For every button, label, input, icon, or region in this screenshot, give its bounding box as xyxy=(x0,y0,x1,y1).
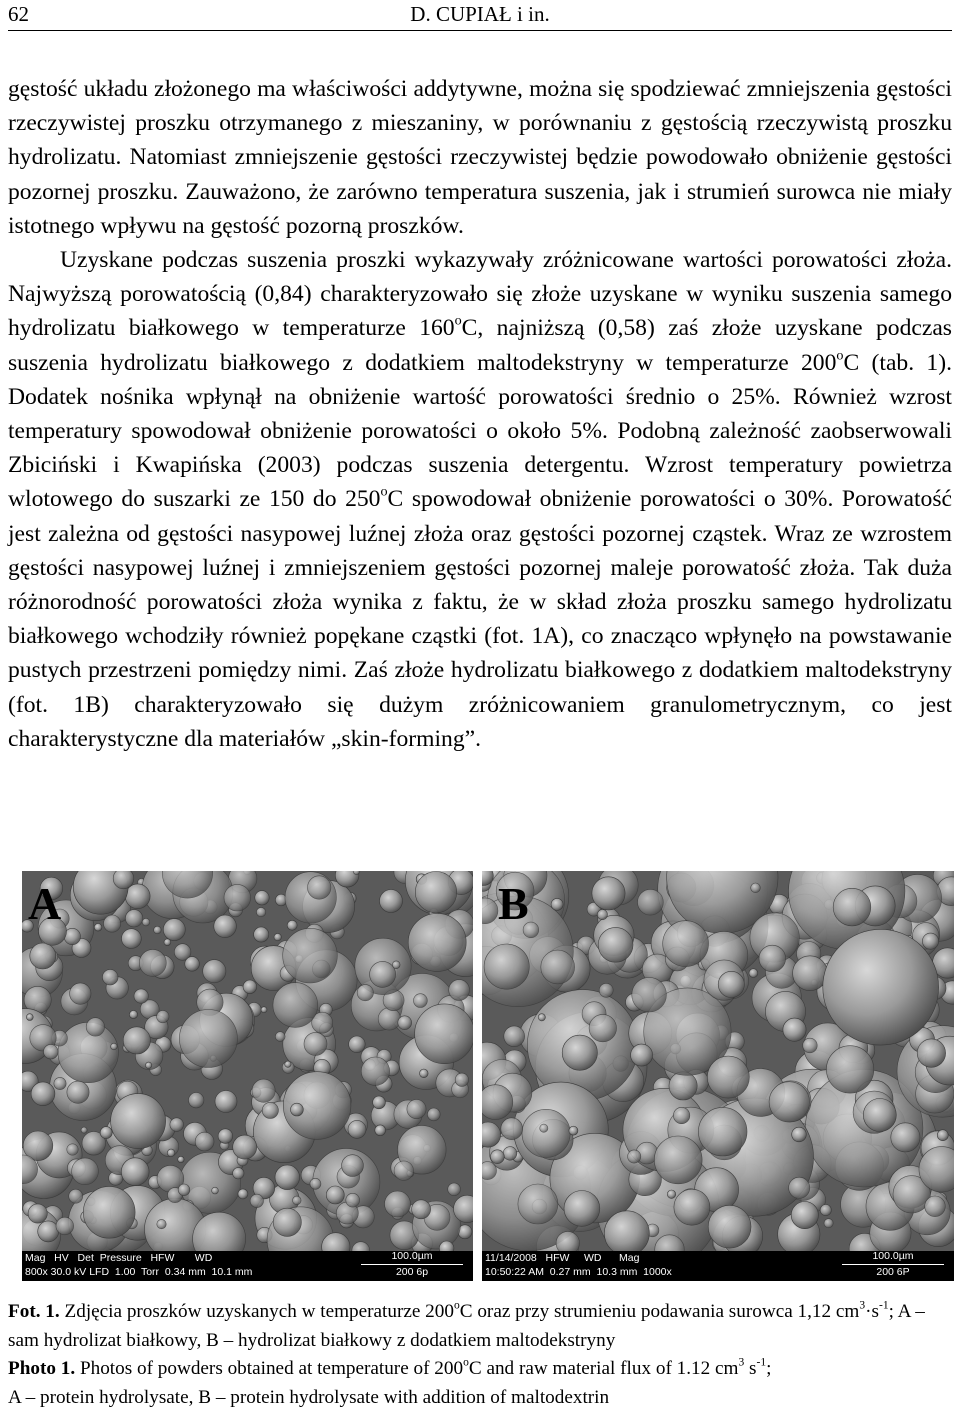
scale-sub: 200 6p xyxy=(395,1266,429,1278)
particle xyxy=(562,1035,597,1070)
particle xyxy=(67,1144,78,1155)
particle xyxy=(304,1032,327,1055)
particle xyxy=(342,1155,364,1177)
text-run: A – protein hydrolysate, B – protein hydrolysate with addition of maltodextrin xyxy=(8,1386,610,1408)
particle xyxy=(349,1036,366,1053)
particle xyxy=(218,1129,233,1144)
databar-row: Mag HV Det Pressure HFW WD xyxy=(25,1252,213,1264)
particle xyxy=(793,956,828,991)
text-run: C and raw material flux of 1.12 cm xyxy=(468,1358,739,1379)
particle xyxy=(482,1085,513,1120)
particle xyxy=(346,1193,360,1207)
text-run: C, najniższą (0,58) zaś złoże uzyskane podczas suszenia hydrolizatu białkowego z dodatkiem maltodekstryny w temperaturze 200 xyxy=(8,315,952,376)
particle xyxy=(569,1126,578,1135)
particle xyxy=(380,890,403,913)
particle xyxy=(378,1008,400,1030)
particle xyxy=(407,1100,426,1119)
particle xyxy=(631,1044,653,1066)
sem-photo-a xyxy=(22,871,473,1281)
particle xyxy=(598,927,633,962)
particle xyxy=(203,960,226,983)
sem-image-b xyxy=(482,871,954,1281)
particle xyxy=(357,985,373,1001)
databar-row: 11/14/2008 HFW WD Mag xyxy=(485,1252,640,1264)
particle xyxy=(449,980,470,1001)
sem-image-a xyxy=(22,871,473,1281)
particle xyxy=(283,928,338,983)
particle xyxy=(122,929,142,949)
particle xyxy=(125,910,142,927)
particle xyxy=(667,1190,675,1198)
particle xyxy=(224,884,251,911)
particle xyxy=(142,918,150,926)
particle xyxy=(373,1096,386,1109)
particle xyxy=(663,921,709,967)
particle xyxy=(287,920,297,930)
particle xyxy=(632,977,667,1012)
particle xyxy=(592,877,625,910)
degree-sup: o xyxy=(453,1299,460,1312)
text-run: ·s xyxy=(865,1301,879,1322)
particle xyxy=(501,1118,523,1140)
particle xyxy=(72,1158,99,1185)
body-text xyxy=(8,72,952,756)
particle xyxy=(44,1044,59,1059)
particle xyxy=(385,1191,411,1217)
particle xyxy=(604,1211,649,1256)
particle xyxy=(922,933,938,949)
caption-label: Photo 1. xyxy=(8,1358,76,1379)
particle xyxy=(145,1062,151,1068)
particle xyxy=(256,907,265,916)
particle xyxy=(83,1186,135,1238)
text-run: Uzyskane podczas suszenia proszki wykazywały zróżnicowane wartości porowatości złoża. Najwyższą porowatością (0,84) charakteryzowało się złoże uzyskane w wyniku suszenia samego hydrolizatu białkowego w temperaturze 160 xyxy=(8,247,952,342)
particle xyxy=(589,1014,616,1041)
superscript: -1 xyxy=(756,1356,767,1369)
text-run: ; A – sam hydrolizat białkowy, B – hydrolizat białkowy z dodatkiem maltodekstryny xyxy=(8,1301,925,1351)
particle xyxy=(361,1057,389,1085)
particle xyxy=(415,1004,473,1064)
particle xyxy=(54,1077,66,1089)
particle xyxy=(638,889,664,915)
particle xyxy=(769,1082,809,1122)
particle xyxy=(233,1135,257,1159)
particle xyxy=(718,971,744,997)
running-head: D. CUPIAŁ i in. xyxy=(410,2,550,26)
particle xyxy=(238,1189,248,1199)
particle xyxy=(100,1127,112,1139)
particle xyxy=(189,1093,204,1108)
page-header xyxy=(8,2,952,31)
particle xyxy=(154,926,162,934)
particle xyxy=(157,1010,169,1022)
particle xyxy=(599,983,613,997)
particle xyxy=(504,1026,525,1047)
particle xyxy=(293,1196,302,1205)
particle xyxy=(178,1156,184,1162)
particle xyxy=(308,876,331,899)
particle xyxy=(791,1202,818,1229)
sem-photo-b xyxy=(482,871,954,1281)
paragraph-2 xyxy=(8,243,952,756)
caption-polish xyxy=(8,1298,952,1355)
particle xyxy=(597,910,607,920)
particle xyxy=(167,1149,175,1157)
particle xyxy=(414,994,428,1008)
particle xyxy=(273,1208,301,1236)
scale-line xyxy=(842,1264,944,1265)
particle xyxy=(275,1032,285,1042)
particle xyxy=(698,1107,747,1156)
particle xyxy=(285,1061,291,1067)
scale-label: 100.0µm xyxy=(872,1250,914,1262)
particle xyxy=(262,1102,278,1118)
particle xyxy=(789,1177,810,1198)
particle xyxy=(484,944,529,989)
particle xyxy=(348,1120,366,1138)
particle xyxy=(69,1189,83,1203)
particle xyxy=(673,1107,689,1123)
particle xyxy=(654,1136,702,1184)
particle xyxy=(803,1038,818,1053)
text-run: Photos of powders obtained at temperature of 200 xyxy=(75,1358,464,1379)
particle xyxy=(751,883,761,893)
particle xyxy=(67,1081,89,1103)
particle xyxy=(455,1073,468,1086)
particle xyxy=(28,1204,47,1223)
photo-label-b: B xyxy=(498,878,529,929)
databar-row: 10:50:22 AM 0.27 mm 10.3 mm 1000x xyxy=(485,1266,672,1278)
particle xyxy=(551,898,563,910)
particle xyxy=(353,871,360,875)
particle xyxy=(254,927,269,942)
text-run: C oraz przy strumieniu podawania surowca 1,12 cm xyxy=(459,1301,860,1322)
particle xyxy=(420,1069,429,1078)
particle xyxy=(448,1183,461,1196)
particle xyxy=(233,1168,244,1179)
particle xyxy=(134,989,148,1003)
superscript: 3 xyxy=(859,1299,866,1312)
particle xyxy=(70,983,91,1004)
particle xyxy=(833,888,871,926)
degree-sup: o xyxy=(454,312,462,329)
particle xyxy=(669,1072,697,1100)
particle xyxy=(157,1219,166,1228)
particle xyxy=(164,939,171,946)
degree-sup: o xyxy=(380,483,388,500)
particle xyxy=(179,1010,237,1068)
particle xyxy=(707,1056,749,1098)
particle xyxy=(261,1007,267,1013)
particle xyxy=(917,1039,945,1067)
particle xyxy=(824,1219,833,1228)
scale-bar xyxy=(838,1250,948,1278)
particle xyxy=(195,1132,214,1151)
particle xyxy=(178,1184,190,1196)
particle xyxy=(375,1125,386,1136)
particle xyxy=(125,884,150,909)
particle xyxy=(541,950,575,984)
particle xyxy=(250,1194,263,1207)
particle xyxy=(427,1108,440,1121)
text-run: ; xyxy=(766,1358,772,1379)
particle xyxy=(274,933,281,940)
particle xyxy=(163,919,185,941)
caption-label: Fot. 1. xyxy=(8,1301,60,1322)
particle xyxy=(749,969,758,978)
particle xyxy=(111,1094,166,1149)
degree-sup: o xyxy=(836,347,844,364)
particle xyxy=(185,957,200,972)
text-run: Zdjęcia proszków uzyskanych w temperaturze 200 xyxy=(59,1301,454,1322)
particle xyxy=(26,1014,33,1021)
particle xyxy=(820,1205,831,1216)
particle xyxy=(415,872,456,913)
particle xyxy=(139,949,166,976)
text-run: C spowodował obniżenie porowatości o 30%. Porowatość jest zależna od gęstości nasypowej luźnej złoża oraz gęstości pozornej cząstek. Wraz ze wzrostem gęstości nasypowej luźnej i zmniejszeniem gęstości pozornej maleje porowatość złoża. Tak duża różnorodność porowatości złoża wynika z faktu, że w skład złoża proszku samego hydrolizatu białkowego wchodziły również popękane cząstki (fot. 1A), co znacząco wpłynęło na powstawanie pustych przestrzeni pomiędzy nimi. Zaś złoże hydrolizatu białkowego z dodatkiem maltodekstryny (fot. 1B) charakteryzowało się dużym zróżnicowaniem granulometrycznym, co jest charakterystyczne dla materiałów „skin-forming”. xyxy=(8,486,953,752)
particle xyxy=(104,915,121,932)
particle xyxy=(863,1099,896,1132)
particle xyxy=(81,1127,87,1133)
particle xyxy=(255,891,269,905)
paragraph-1: gęstość układu złożonego ma właściwości addytywne, można się spodziewać zmniejszenia gęstości rzeczywistej proszku otrzymanego z mieszaniny, w porównaniu z gęstością rzeczywistą proszku hydrolizatu. Natomiast zmniejszenie gęstości rzeczywistej będzie powodowało obniżenie gęstości pozornej proszku. Zauważono, że zarówno temperatura suszenia, jak i strumień surowca nie miały istotnego wpływu na gęstość pozorną proszków. xyxy=(8,76,952,239)
scale-sub: 200 6P xyxy=(876,1266,910,1278)
particle xyxy=(412,1200,431,1219)
particle xyxy=(398,1016,412,1030)
scale-line xyxy=(361,1264,463,1265)
scale-bar xyxy=(357,1250,467,1278)
particle xyxy=(925,1196,946,1217)
particle xyxy=(215,1091,237,1113)
caption-english xyxy=(8,1355,952,1412)
particle xyxy=(291,1103,304,1116)
particle xyxy=(94,924,102,932)
particle xyxy=(408,913,466,971)
particle xyxy=(503,1147,517,1161)
particle xyxy=(170,1118,184,1132)
particle xyxy=(212,1187,219,1194)
particle xyxy=(129,1010,137,1018)
particle xyxy=(540,1124,548,1132)
particle xyxy=(518,1184,558,1224)
superscript: -1 xyxy=(878,1299,889,1312)
sem-databar-b xyxy=(482,1251,954,1281)
particle xyxy=(326,1186,344,1204)
particle xyxy=(275,1165,300,1190)
particle xyxy=(113,871,134,889)
particle xyxy=(891,1123,920,1152)
particle xyxy=(214,915,237,938)
particle xyxy=(792,1127,807,1142)
particle xyxy=(273,983,318,1028)
particle xyxy=(56,1217,74,1235)
particle xyxy=(823,929,939,1045)
particle xyxy=(628,1150,641,1163)
figure-caption xyxy=(8,1298,952,1412)
page-number: 62 xyxy=(8,2,29,26)
text-run: C (tab. 1). Dodatek nośnika wpłynął na obniżenie wartość porowatości średnio o 25%. Również wzrost temperatury spowodował obniżenie porowatości o około 5%. Podobną zależność zaobserwowali Zbiciński i Kwapińska (2003) podczas suszenia detergentu. Wzrost temperatury powietrza wlotowego do suszarki ze 150 do 250 xyxy=(8,349,952,513)
particle xyxy=(102,969,118,985)
particle xyxy=(826,1046,873,1093)
particle xyxy=(564,1191,600,1227)
particle xyxy=(121,1158,149,1186)
particle xyxy=(522,1109,570,1157)
particle xyxy=(708,1205,751,1248)
particle xyxy=(370,961,396,987)
superscript: 3 xyxy=(738,1356,745,1369)
degree-sup: o xyxy=(463,1356,469,1369)
particle xyxy=(243,980,257,994)
particle xyxy=(491,1150,505,1164)
databar-row: 800x 30.0 kV LFD 1.00 Torr 0.34 mm 10.1 mm xyxy=(25,1266,253,1278)
particle xyxy=(482,1162,497,1180)
particle xyxy=(394,1161,413,1180)
particle xyxy=(310,1178,321,1189)
particle xyxy=(937,1130,948,1141)
photo-label-a: A xyxy=(28,878,62,929)
particle xyxy=(252,1079,275,1102)
particle xyxy=(30,943,56,969)
particle xyxy=(538,1014,545,1021)
particle xyxy=(86,1018,104,1036)
particle xyxy=(674,1189,710,1225)
text-run: s xyxy=(744,1358,757,1379)
particle xyxy=(123,1027,150,1054)
particle xyxy=(38,1221,59,1242)
sem-databar-a xyxy=(22,1251,473,1281)
particle xyxy=(31,1082,55,1106)
particle xyxy=(783,1018,806,1041)
scale-label: 100.0µm xyxy=(391,1250,433,1262)
particle xyxy=(759,945,786,972)
particle xyxy=(111,1043,118,1050)
